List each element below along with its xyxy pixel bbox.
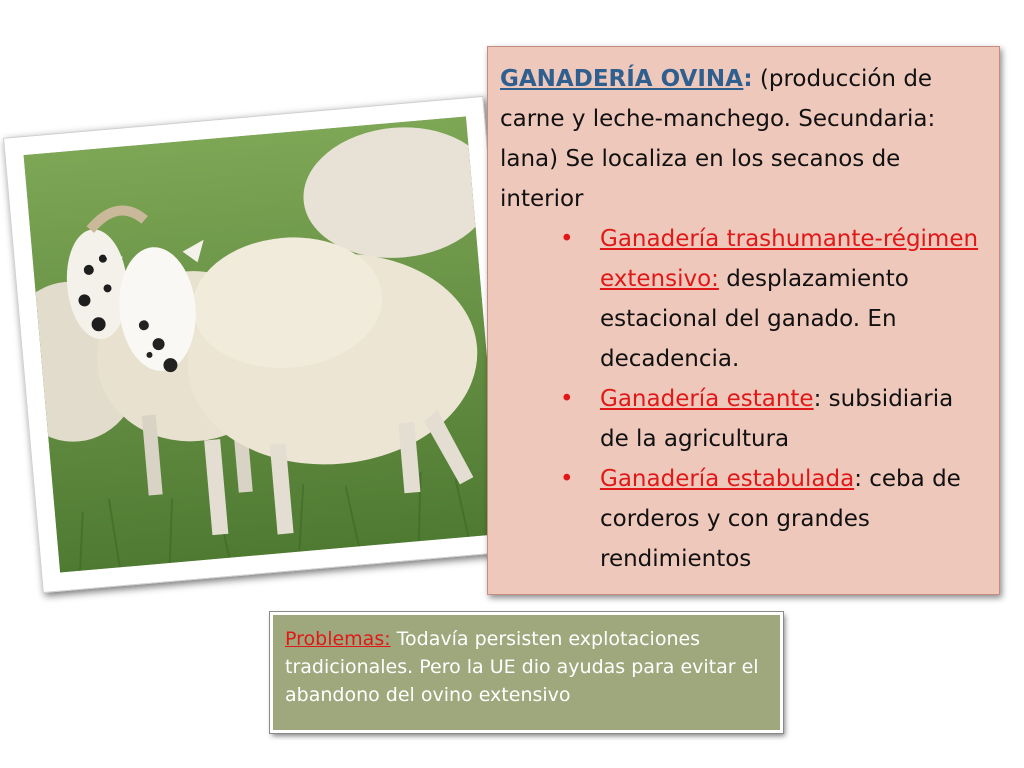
- problems-box: [270, 612, 783, 733]
- intro-text: (producción de carne y leche-manchego. Secundaria: lana) Se localiza en los secanos de interior: [500, 66, 936, 212]
- photo-frame: [3, 96, 523, 593]
- problems-label: Problemas:: [285, 628, 391, 650]
- bullet-list: [500, 219, 985, 579]
- section-title-colon: :: [743, 66, 753, 92]
- bullet-description: subsidiaria de la agricultura: [600, 386, 954, 452]
- bullet-term: Ganadería trashumante-régimen extensivo:: [600, 226, 979, 292]
- bullet-item: [600, 219, 985, 379]
- bullet-term: Ganadería estabulada: [600, 466, 855, 492]
- bullet-description: ceba de corderos y con grandes rendimientos: [600, 466, 961, 572]
- problems-text: Todavía persisten explotaciones tradicionales. Pero la UE dio ayudas para evitar el abandono del ovino extensivo: [285, 628, 759, 706]
- bullet-term: Ganadería estante: [600, 386, 814, 412]
- bullet-item: [600, 459, 985, 579]
- bullet-item: [600, 379, 985, 459]
- main-text-box: [487, 46, 1000, 595]
- bullet-colon: :: [854, 466, 862, 492]
- intro-paragraph: [500, 59, 985, 219]
- section-title: GANADERÍA OVINA: [500, 66, 744, 92]
- sheep-photo: [24, 116, 503, 572]
- sheep-illustration: [24, 116, 503, 572]
- bullet-colon: :: [813, 386, 822, 412]
- bullet-description: desplazamiento estacional del ganado. En decadencia.: [600, 266, 909, 372]
